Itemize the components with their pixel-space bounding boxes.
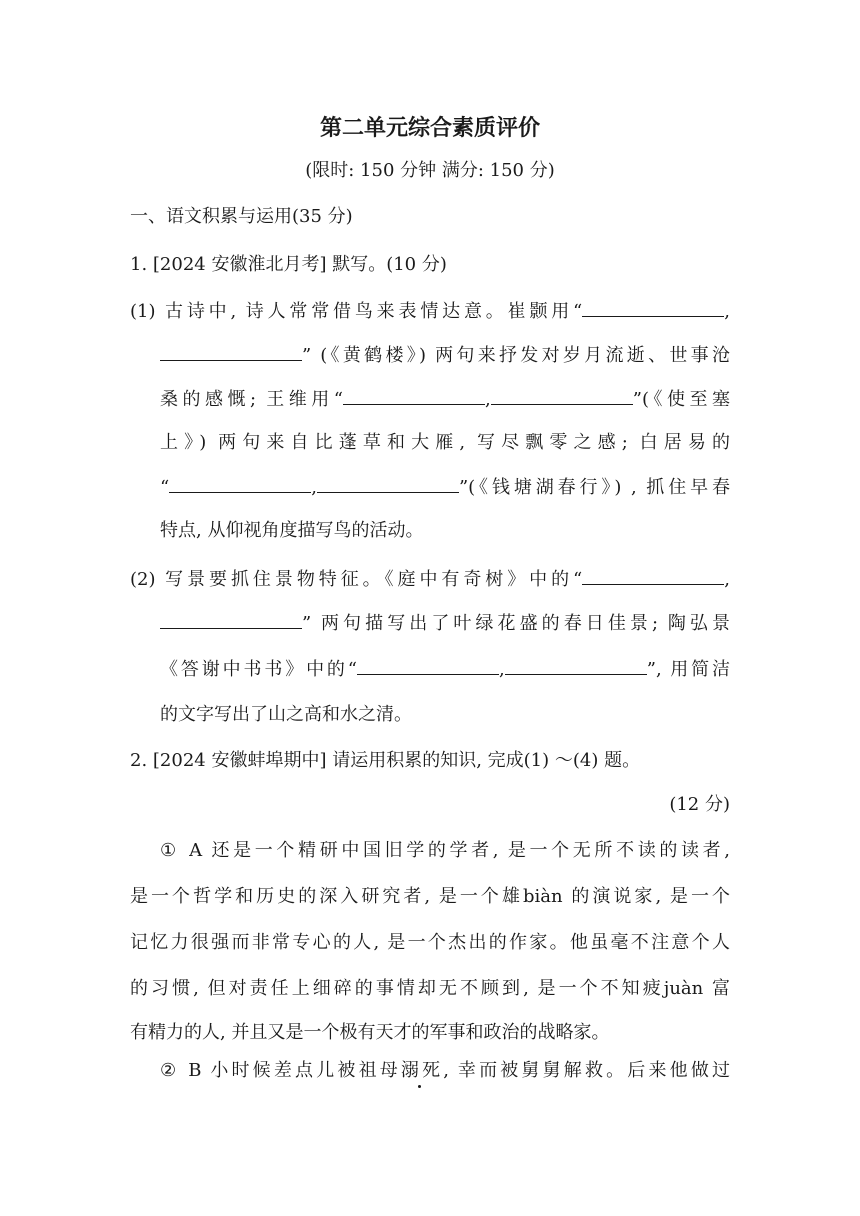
passage-line: 有精力的人, 并且又是一个极有天才的军事和政治的战略家。 (130, 1022, 610, 1043)
text: , (499, 659, 505, 680)
q1-part1-line (160, 386, 730, 413)
passage-line: 的习惯, 但对责任上细碎的事情却无不顾到, 是一个不知疲juàn 富 (130, 978, 730, 999)
passage-line: ② B 小时候差点儿被祖母溺死, 幸而被舅舅解救。后来他做过 (160, 1060, 730, 1081)
answer-blank[interactable] (582, 298, 724, 317)
answer-blank[interactable] (582, 566, 724, 585)
question-2-header: 2. [2024 安徽蚌埠期中] 请运用积累的知识, 完成(1) ～(4) 题。 (130, 750, 641, 771)
text: 《答谢中书书》中的“ (160, 659, 358, 680)
answer-blank[interactable] (343, 386, 485, 405)
question-2-score: (12 分) (669, 794, 730, 815)
passage-line: ① A 还是一个精研中国旧学的学者, 是一个无所不读的读者, (160, 840, 730, 861)
passage-line: 记忆力很强而非常专心的人, 是一个杰出的作家。他虽毫不注意个人 (130, 932, 730, 953)
text: ” 两句描写出了叶绿花盛的春日佳景; 陶弘景 (302, 613, 730, 634)
answer-blank[interactable] (160, 342, 302, 361)
answer-blank[interactable] (169, 474, 311, 493)
text: ”, 用简洁 (646, 659, 730, 680)
q1-part1-line: 上》) 两句来自比蓬草和大雁, 写尽飘零之感; 白居易的 (160, 432, 730, 453)
page-title: 第二单元综合素质评价 (319, 116, 540, 141)
text: ”(《使至塞 (632, 389, 730, 410)
q1-part2-line (160, 610, 730, 637)
text: , (724, 569, 730, 590)
text: (1) 古诗中, 诗人常常借鸟来表情达意。崔颢用“ (130, 301, 583, 322)
q1-part2-line: 的文字写出了山之高和水之清。 (160, 704, 412, 725)
text: ” (《黄鹤楼》) 两句来抒发对岁月流逝、世事沧 (302, 345, 730, 366)
question-1-header: 1. [2024 安徽淮北月考] 默写。(10 分) (130, 254, 447, 275)
emphasis-dot (418, 1085, 421, 1088)
answer-blank[interactable] (505, 656, 647, 675)
answer-blank[interactable] (317, 474, 459, 493)
q1-part2-line (160, 656, 730, 683)
text: , (724, 301, 730, 322)
text: “ (160, 477, 170, 498)
q1-part2-line (130, 566, 730, 593)
text: ”(《钱塘湖春行》) , 抓住早春 (458, 477, 730, 498)
section-heading: 一、语文积累与运用(35 分) (130, 206, 353, 227)
text: , (311, 477, 317, 498)
text: 桑的感慨; 王维用“ (160, 389, 344, 410)
q1-part1-line (160, 474, 730, 501)
answer-blank[interactable] (160, 610, 302, 629)
q1-part1-line (160, 342, 730, 369)
answer-blank[interactable] (357, 656, 499, 675)
passage-line: 是一个哲学和历史的深入研究者, 是一个雄biàn 的演说家, 是一个 (130, 886, 730, 907)
q1-part1-line: 特点, 从仰视角度描写鸟的活动。 (160, 520, 424, 541)
time-and-score-limit: (限时: 150 分钟 满分: 150 分) (305, 160, 555, 181)
q1-part1-line (130, 298, 730, 325)
text: , (485, 389, 491, 410)
answer-blank[interactable] (491, 386, 633, 405)
text: (2) 写景要抓住景物特征。《庭中有奇树》中的“ (130, 569, 583, 590)
